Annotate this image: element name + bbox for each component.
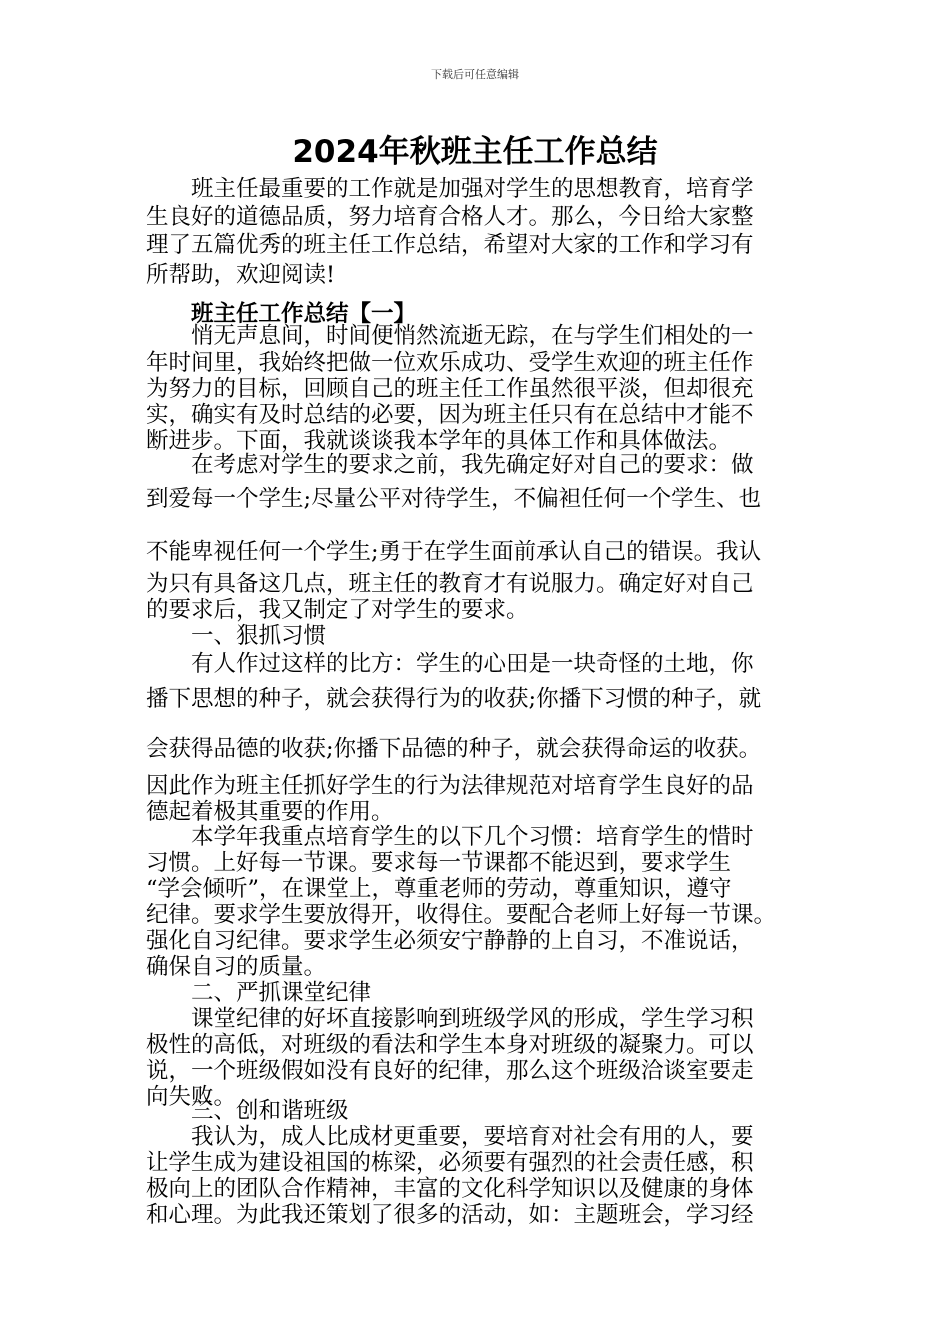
paragraph-line: 会获得品德的收获;你播下品德的种子，就会获得命运的收获。 [146,736,762,762]
section-heading: 班主任工作总结【一】 [191,301,417,327]
paragraph-line: 在考虑对学生的要求之前，我先确定好对自己的要求：做 [191,452,754,478]
paragraph-line: 习惯。上好每一节课。要求每一节课都不能迟到，要求学生 [146,850,732,876]
paragraph-line: 让学生成为建设祖国的栋梁，必须要有强烈的社会责任感，积 [146,1150,754,1176]
paragraph-line: 所帮助，欢迎阅读! [146,262,336,288]
paragraph-line: 三、创和谐班级 [191,1098,349,1124]
paragraph-line: 生良好的道德品质，努力培育合格人才。那么，今日给大家整 [146,204,754,230]
paragraph-line: 断进步。下面，我就谈谈我本学年的具体工作和具体做法。 [146,428,732,454]
paragraph-line: 极性的高低，对班级的看法和学生本身对班级的凝聚力。可以 [146,1032,754,1058]
paragraph-line: 为只有具备这几点，班主任的教育才有说服力。确定好对自己 [146,571,754,597]
paragraph-line: 的要求后，我又制定了对学生的要求。 [146,597,529,623]
paragraph-line: 一、狠抓习惯 [191,623,327,649]
paragraph-line: 不能卑视任何一个学生;勇于在学生面前承认自己的错误。我认 [146,539,762,565]
paragraph-line: 向失败。 [146,1084,237,1110]
paragraph-line: 极向上的团队合作精神，丰富的文化科学知识以及健康的身体 [146,1176,754,1202]
paragraph-line: 确保自习的质量。 [146,954,327,980]
paragraph-line: 纪律。要求学生要放得开，收得住。要配合老师上好每一节课。 [146,902,777,928]
paragraph-line: 因此作为班主任抓好学生的行为法律规范对培育学生良好的品 [146,773,754,799]
paragraph-line: 二、严抓课堂纪律 [191,980,372,1006]
paragraph-line: 我认为，成人比成材更重要，要培育对社会有用的人，要 [191,1124,754,1150]
paragraph-line: 有人作过这样的比方：学生的心田是一块奇怪的土地，你 [191,651,754,677]
paragraph-line: 强化自习纪律。要求学生必须安宁静静的上自习，不准说话， [146,928,754,954]
paragraph-line: “学会倾听”，在课堂上，尊重老师的劳动，尊重知识，遵守 [146,876,732,902]
paragraph-line: 年时间里，我始终把做一位欢乐成功、受学生欢迎的班主任作 [146,350,754,376]
header-note: 下载后可任意编辑 [431,68,519,81]
paragraph-line: 为努力的目标，回顾自己的班主任工作虽然很平淡，但却很充 [146,376,754,402]
paragraph-line: 悄无声息间，时间便悄然流逝无踪，在与学生们相处的一 [191,323,754,349]
paragraph-line: 班主任最重要的工作就是加强对学生的思想教育，培育学 [191,176,754,202]
paragraph-line: 播下思想的种子，就会获得行为的收获;你播下习惯的种子，就 [146,686,762,712]
paragraph-line: 理了五篇优秀的班主任工作总结，希望对大家的工作和学习有 [146,232,754,258]
paragraph-line: 德起着极其重要的作用。 [146,799,394,825]
paragraph-line: 实，确实有及时总结的必要，因为班主任只有在总结中才能不 [146,402,754,428]
paragraph-line: 说，一个班级假如没有良好的纪律，那么这个班级洽谈室要走 [146,1058,754,1084]
paragraph-line: 本学年我重点培育学生的以下几个习惯：培育学生的惜时 [191,824,754,850]
paragraph-line: 和心理。为此我还策划了很多的活动，如：主题班会，学习经 [146,1202,754,1228]
document-title: 2024年秋班主任工作总结 [292,134,658,170]
paragraph-line: 课堂纪律的好坏直接影响到班级学风的形成，学生学习积 [191,1006,754,1032]
paragraph-line: 到爱每一个学生;尽量公平对待学生，不偏袒任何一个学生、也 [146,486,762,512]
